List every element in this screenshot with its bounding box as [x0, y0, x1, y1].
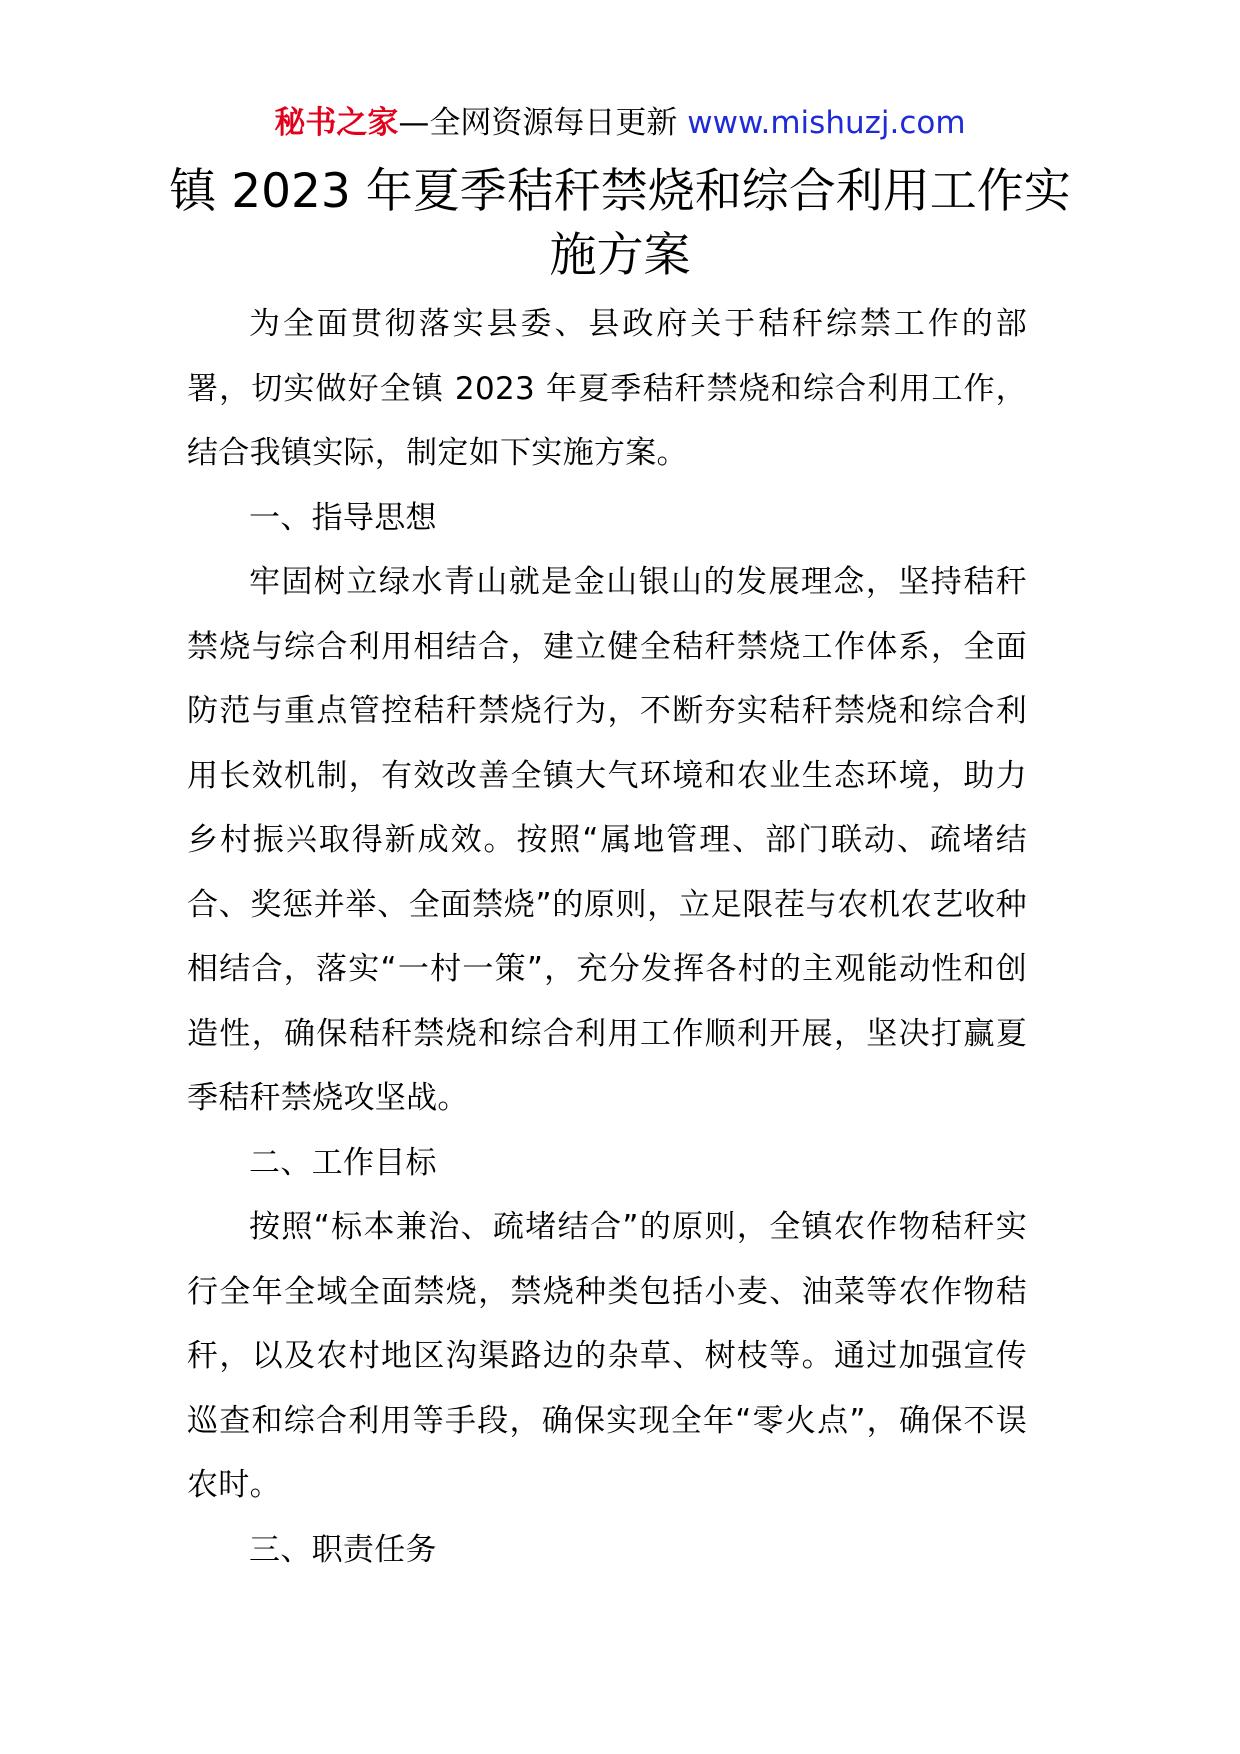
site-header — [0, 100, 1240, 146]
section-heading-responsibilities: 三、职责任务 — [249, 1531, 437, 1568]
section-heading-guiding-ideology: 一、指导思想 — [249, 499, 437, 536]
intro-paragraph: 为全面贯彻落实县委、县政府关于秸秆综禁工作的部署，切实做好全镇 2023 年夏季秸秆禁烧和综合利用工作，结合我镇实际，制定如下实施方案。 — [187, 306, 1027, 471]
guiding-ideology-paragraph: 牢固树立绿水青山就是金山银山的发展理念，坚持秸秆禁烧与综合利用相结合，建立健全秸秆禁烧工作体系，全面防范与重点管控秸秆禁烧行为，不断夯实秸秆禁烧和综合利用长效机制，有效改善全镇大气环境和农业生态环境，助力乡村振兴取得新成效。按照“属地管理、部门联动、疏堵结合、奖惩并举、全面禁烧”的原则，立足限茬与农机农艺收种相结合，落实“一村一策”，充分发挥各村的主观能动性和创造性，确保秸秆禁烧和综合利用工作顺利开展，坚决打赢夏季秸秆禁烧攻坚战。 — [187, 564, 1027, 1116]
site-brand: 秘书之家 — [274, 105, 399, 141]
site-url-link[interactable]: www.mishuzj.com — [687, 105, 966, 141]
site-tagline: —全网资源每日更新 — [398, 105, 688, 141]
document-title: 镇 2023 年夏季秸秆禁烧和综合利用工作实施方案 — [169, 164, 1071, 283]
document-body — [187, 292, 1027, 1582]
work-goals-paragraph: 按照“标本兼治、疏堵结合”的原则，全镇农作物秸秆实行全年全域全面禁烧，禁烧种类包括小麦、油菜等农作物秸秆，以及农村地区沟渠路边的杂草、树枝等。通过加强宣传巡查和综合利用等手段，确保实现全年“零火点”，确保不误农时。 — [187, 1209, 1027, 1503]
section-heading-work-goals: 二、工作目标 — [249, 1144, 437, 1181]
